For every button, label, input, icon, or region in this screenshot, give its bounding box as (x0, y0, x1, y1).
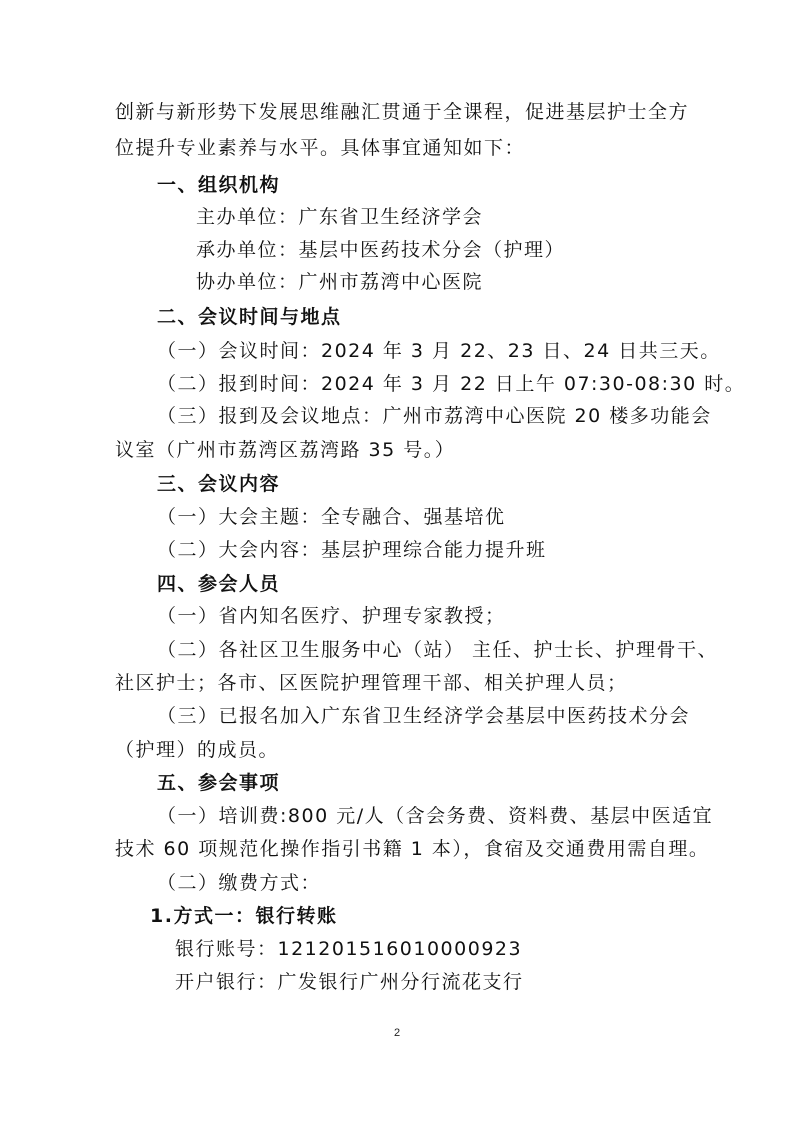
organizer-unit: 承办单位：基层中医药技术分会（护理） (196, 239, 566, 261)
intro-line-2: 位提升专业素养与水平。具体事宜通知如下： (115, 137, 526, 159)
section-heading-attendance-matters: 五、参会事项 (157, 772, 281, 794)
section-heading-time-location: 二、会议时间与地点 (157, 306, 342, 328)
payment-method-heading: （二）缴费方式： (157, 872, 322, 894)
page-number: 2 (393, 1027, 401, 1039)
meeting-time: （一）会议时间：2024 年 3 月 22、23 日、24 日共三天。 (157, 340, 721, 362)
bank-transfer-heading: 1.方式一：银行转账 (150, 905, 338, 927)
training-fee-line-1: （一）培训费:800 元/人（含会务费、资料费、基层中医适宜 (157, 805, 714, 827)
meeting-location-line-1: （三）报到及会议地点：广州市荔湾中心医院 20 楼多功能会 (157, 405, 712, 427)
section-heading-organization: 一、组织机构 (157, 174, 281, 196)
meeting-content: （二）大会内容：基层护理综合能力提升班 (157, 539, 547, 561)
training-fee-line-2: 技术 60 项规范化操作指引书籍 1 本），食宿及交通费用需自理。 (115, 838, 710, 860)
attendee-item-2-line-2: 社区护士；各市、区医院护理管理干部、相关护理人员； (115, 672, 628, 694)
meeting-theme: （一）大会主题：全专融合、强基培优 (157, 506, 506, 528)
meeting-location-line-2: 议室（广州市荔湾区荔湾路 35 号。） (115, 439, 456, 461)
attendee-item-3-line-2: （护理）的成员。 (115, 739, 280, 761)
attendee-item-2-line-1: （二）各社区卫生服务中心（站） 主任、护士长、护理骨干、 (157, 639, 719, 661)
section-heading-content: 三、会议内容 (157, 473, 281, 495)
attendee-item-3-line-1: （三）已报名加入广东省卫生经济学会基层中医药技术分会 (157, 705, 691, 727)
checkin-time: （二）报到时间：2024 年 3 月 22 日上午 07:30-08:30 时。 (157, 373, 746, 395)
bank-name: 开户银行：广发银行广州分行流花支行 (175, 971, 524, 993)
bank-account-number: 银行账号：121201516010000923 (175, 938, 523, 960)
intro-line-1: 创新与新形势下发展思维融汇贯通于全课程，促进基层护士全方 (115, 101, 690, 123)
host-unit: 主办单位：广东省卫生经济学会 (196, 206, 484, 228)
co-organizer-unit: 协办单位：广州市荔湾中心医院 (196, 271, 484, 293)
section-heading-attendees: 四、参会人员 (157, 573, 281, 595)
attendee-item-1: （一）省内知名医疗、护理专家教授； (157, 605, 506, 627)
